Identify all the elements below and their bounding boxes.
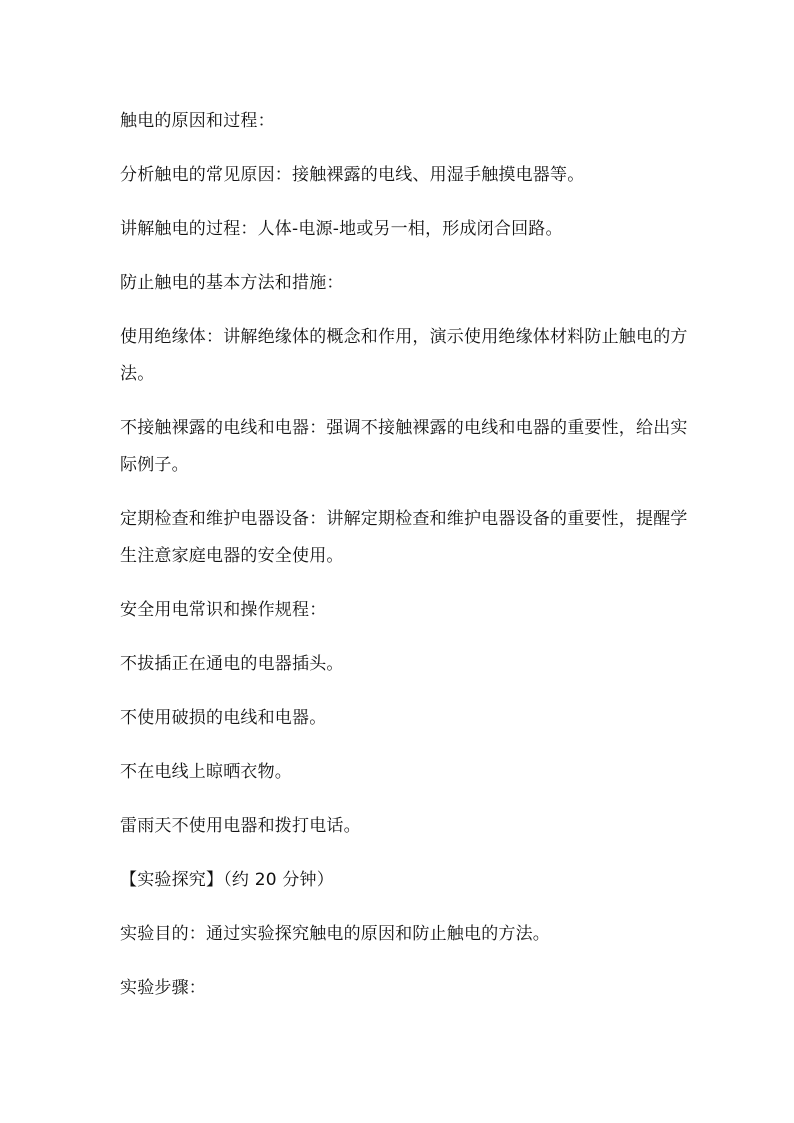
heading-experiment: 【实验探究】（约 20 分钟） [120, 870, 334, 890]
paragraph-common-causes: 分析触电的常见原因：接触裸露的电线、用湿手触摸电器等。 [120, 165, 585, 185]
heading-prevention-methods: 防止触电的基本方法和措施： [120, 273, 344, 293]
rule-no-drying-clothes: 不在电线上晾晒衣物。 [120, 762, 292, 782]
heading-causes-and-process: 触电的原因和过程： [120, 111, 275, 131]
rule-no-damaged-wires: 不使用破损的电线和电器。 [120, 708, 327, 728]
heading-safety-rules: 安全用电常识和操作规程： [120, 600, 327, 620]
paragraph-use-insulators: 使用绝缘体：讲解绝缘体的概念和作用，演示使用绝缘体材料防止触电的方法。 [120, 327, 688, 384]
paragraph-experiment-goal: 实验目的：通过实验探究触电的原因和防止触电的方法。 [120, 924, 550, 944]
paragraph-experiment-steps: 实验步骤： [120, 978, 206, 998]
paragraph-shock-process: 讲解触电的过程：人体-电源-地或另一相，形成闭合回路。 [120, 219, 563, 239]
paragraph-avoid-exposed-wires: 不接触裸露的电线和电器：强调不接触裸露的电线和电器的重要性，给出实际例子。 [120, 418, 688, 475]
paragraph-regular-inspection: 定期检查和维护电器设备：讲解定期检查和维护电器设备的重要性，提醒学生注意家庭电器的安全使用。 [120, 509, 688, 566]
rule-thunderstorm: 雷雨天不使用电器和拨打电话。 [120, 816, 361, 836]
rule-no-plugging-live: 不拔插正在通电的电器插头。 [120, 654, 344, 674]
document-body [120, 103, 694, 1024]
